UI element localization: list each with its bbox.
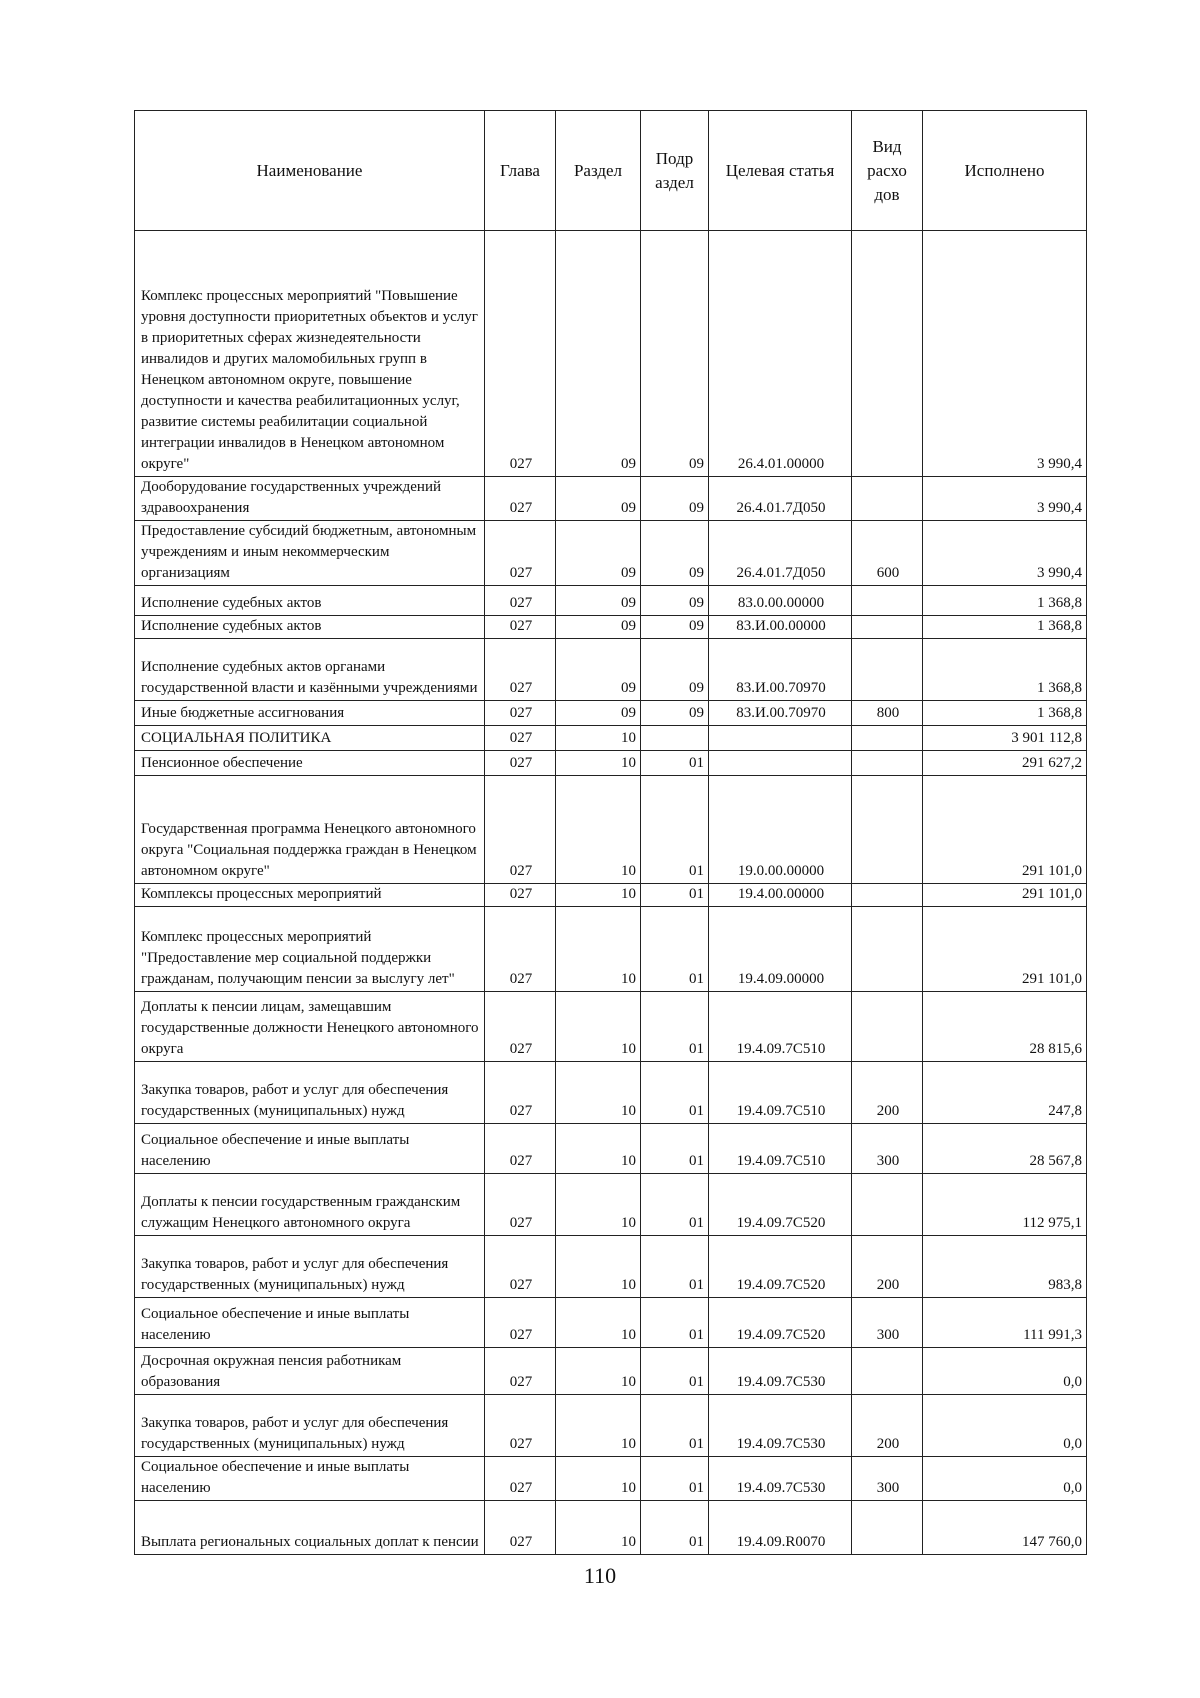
row-glava: 027	[485, 1062, 556, 1124]
row-podrazdel: 01	[641, 776, 709, 884]
row-podrazdel: 09	[641, 231, 709, 477]
row-statya: 19.4.09.7С520	[709, 1174, 852, 1236]
row-statya: 26.4.01.7Д050	[709, 521, 852, 586]
row-statya: 19.4.09.7С520	[709, 1236, 852, 1298]
row-razdel: 10	[556, 726, 641, 751]
row-amount: 3 901 112,8	[923, 726, 1087, 751]
row-vid	[852, 1501, 923, 1555]
row-vid: 200	[852, 1062, 923, 1124]
table-row	[135, 1298, 1087, 1348]
row-glava: 027	[485, 751, 556, 776]
row-razdel: 10	[556, 1236, 641, 1298]
row-glava: 027	[485, 231, 556, 477]
row-razdel: 09	[556, 521, 641, 586]
row-statya: 83.И.00.70970	[709, 639, 852, 701]
row-vid	[852, 884, 923, 907]
row-name: Пенсионное обеспечение	[135, 751, 485, 776]
page-number: 110	[583, 1563, 617, 1588]
header-razdel: Раздел	[556, 111, 641, 231]
row-glava: 027	[485, 1457, 556, 1501]
row-vid	[852, 776, 923, 884]
row-statya: 26.4.01.7Д050	[709, 477, 852, 521]
table-row	[135, 1501, 1087, 1555]
row-vid: 300	[852, 1124, 923, 1174]
row-name: Доплаты к пенсии государственным гражданским служащим Ненецкого автономного округа	[135, 1174, 485, 1236]
row-glava: 027	[485, 477, 556, 521]
row-amount: 0,0	[923, 1348, 1087, 1395]
row-razdel: 10	[556, 1457, 641, 1501]
table-row	[135, 1062, 1087, 1124]
table-row	[135, 1124, 1087, 1174]
table-row	[135, 701, 1087, 726]
row-podrazdel: 09	[641, 586, 709, 616]
row-razdel: 09	[556, 586, 641, 616]
header-podrazdel: Подр аздел	[641, 111, 709, 231]
header-amount: Исполнено	[923, 111, 1087, 231]
row-amount: 291 101,0	[923, 884, 1087, 907]
row-glava: 027	[485, 884, 556, 907]
row-podrazdel: 09	[641, 616, 709, 639]
row-statya: 19.0.00.00000	[709, 776, 852, 884]
row-statya: 19.4.09.7С530	[709, 1457, 852, 1501]
row-glava: 027	[485, 701, 556, 726]
row-statya: 19.4.09.7С530	[709, 1348, 852, 1395]
row-vid	[852, 586, 923, 616]
row-razdel: 10	[556, 992, 641, 1062]
budget-table	[134, 110, 1087, 1555]
row-amount: 0,0	[923, 1457, 1087, 1501]
row-amount: 3 990,4	[923, 477, 1087, 521]
row-statya: 83.И.00.00000	[709, 616, 852, 639]
row-statya: 19.4.09.R0070	[709, 1501, 852, 1555]
row-razdel: 10	[556, 751, 641, 776]
row-name: Доплаты к пенсии лицам, замещавшим государственные должности Ненецкого автономного округа	[135, 992, 485, 1062]
row-name: Предоставление субсидий бюджетным, автономным учреждениям и иным некоммерческим организациям	[135, 521, 485, 586]
row-name: Закупка товаров, работ и услуг для обеспечения государственных (муниципальных) нужд	[135, 1236, 485, 1298]
row-vid: 300	[852, 1457, 923, 1501]
row-podrazdel: 01	[641, 1457, 709, 1501]
row-statya: 19.4.09.00000	[709, 907, 852, 992]
row-glava: 027	[485, 1348, 556, 1395]
row-podrazdel: 01	[641, 992, 709, 1062]
row-name: СОЦИАЛЬНАЯ ПОЛИТИКА	[135, 726, 485, 751]
row-amount: 3 990,4	[923, 231, 1087, 477]
table-row	[135, 751, 1087, 776]
row-amount: 111 991,3	[923, 1298, 1087, 1348]
row-vid	[852, 726, 923, 751]
row-glava: 027	[485, 521, 556, 586]
row-vid	[852, 1174, 923, 1236]
row-name: Комплекс процессных мероприятий "Повышение уровня доступности приоритетных объектов и услуг в приоритетных сферах жизнедеятельности инвалидов и других маломобильных групп в Ненецком автономном округе, повышение доступности и качества реабилитационных услуг, развитие системы реабилитации социальной интеграции инвалидов в Ненецком автономном округе"	[135, 231, 485, 477]
row-amount: 28 815,6	[923, 992, 1087, 1062]
row-vid: 800	[852, 701, 923, 726]
row-vid	[852, 639, 923, 701]
header-vid: Вид расхо дов	[852, 111, 923, 231]
row-razdel: 09	[556, 477, 641, 521]
row-name: Досрочная окружная пенсия работникам образования	[135, 1348, 485, 1395]
row-statya: 83.0.00.00000	[709, 586, 852, 616]
table-row	[135, 639, 1087, 701]
row-razdel: 10	[556, 1298, 641, 1348]
row-razdel: 10	[556, 1124, 641, 1174]
row-glava: 027	[485, 907, 556, 992]
row-glava: 027	[485, 1236, 556, 1298]
row-razdel: 09	[556, 701, 641, 726]
table-row	[135, 521, 1087, 586]
row-statya	[709, 751, 852, 776]
row-statya: 26.4.01.00000	[709, 231, 852, 477]
row-amount: 0,0	[923, 1395, 1087, 1457]
row-glava: 027	[485, 586, 556, 616]
row-statya: 19.4.00.00000	[709, 884, 852, 907]
row-glava: 027	[485, 1174, 556, 1236]
table-row	[135, 477, 1087, 521]
table-row	[135, 1236, 1087, 1298]
row-vid	[852, 477, 923, 521]
row-amount: 983,8	[923, 1236, 1087, 1298]
row-statya: 19.4.09.7С520	[709, 1298, 852, 1348]
row-podrazdel: 01	[641, 1124, 709, 1174]
table-row	[135, 231, 1087, 477]
table-row	[135, 992, 1087, 1062]
table-row	[135, 1348, 1087, 1395]
row-vid	[852, 616, 923, 639]
row-razdel: 09	[556, 231, 641, 477]
row-podrazdel	[641, 726, 709, 751]
row-amount: 1 368,8	[923, 701, 1087, 726]
row-glava: 027	[485, 1124, 556, 1174]
table-row	[135, 907, 1087, 992]
row-razdel: 09	[556, 616, 641, 639]
row-statya: 83.И.00.70970	[709, 701, 852, 726]
row-vid: 200	[852, 1236, 923, 1298]
row-razdel: 10	[556, 884, 641, 907]
row-podrazdel: 01	[641, 1395, 709, 1457]
row-statya: 19.4.09.7С510	[709, 992, 852, 1062]
row-podrazdel: 01	[641, 907, 709, 992]
row-glava: 027	[485, 616, 556, 639]
row-statya	[709, 726, 852, 751]
row-vid	[852, 907, 923, 992]
row-name: Социальное обеспечение и иные выплаты населению	[135, 1124, 485, 1174]
row-podrazdel: 01	[641, 884, 709, 907]
row-podrazdel: 01	[641, 1348, 709, 1395]
row-name: Закупка товаров, работ и услуг для обеспечения государственных (муниципальных) нужд	[135, 1395, 485, 1457]
row-statya: 19.4.09.7С510	[709, 1124, 852, 1174]
row-amount: 1 368,8	[923, 616, 1087, 639]
row-razdel: 10	[556, 1174, 641, 1236]
row-glava: 027	[485, 1298, 556, 1348]
row-amount: 1 368,8	[923, 586, 1087, 616]
row-vid	[852, 231, 923, 477]
row-razdel: 10	[556, 1395, 641, 1457]
row-vid: 200	[852, 1395, 923, 1457]
row-name: Социальное обеспечение и иные выплаты населению	[135, 1298, 485, 1348]
row-podrazdel: 09	[641, 477, 709, 521]
row-razdel: 10	[556, 907, 641, 992]
header-name: Наименование	[135, 111, 485, 231]
row-podrazdel: 01	[641, 1236, 709, 1298]
row-vid	[852, 992, 923, 1062]
row-amount: 1 368,8	[923, 639, 1087, 701]
row-podrazdel: 01	[641, 1062, 709, 1124]
row-amount: 147 760,0	[923, 1501, 1087, 1555]
header-glava: Глава	[485, 111, 556, 231]
row-podrazdel: 01	[641, 1501, 709, 1555]
row-amount: 28 567,8	[923, 1124, 1087, 1174]
row-vid	[852, 1348, 923, 1395]
row-name: Социальное обеспечение и иные выплаты населению	[135, 1457, 485, 1501]
row-amount: 112 975,1	[923, 1174, 1087, 1236]
row-podrazdel: 01	[641, 1298, 709, 1348]
row-name: Исполнение судебных актов	[135, 586, 485, 616]
row-amount: 291 101,0	[923, 776, 1087, 884]
table-row	[135, 776, 1087, 884]
table-row	[135, 1395, 1087, 1457]
row-amount: 3 990,4	[923, 521, 1087, 586]
row-razdel: 10	[556, 1348, 641, 1395]
header-statya: Целевая статья	[709, 111, 852, 231]
row-name: Закупка товаров, работ и услуг для обеспечения государственных (муниципальных) нужд	[135, 1062, 485, 1124]
table-row	[135, 884, 1087, 907]
row-name: Выплата региональных социальных доплат к пенсии	[135, 1501, 485, 1555]
row-name: Комплекс процессных мероприятий "Предоставление мер социальной поддержки гражданам, получающим пенсии за выслугу лет"	[135, 907, 485, 992]
row-glava: 027	[485, 776, 556, 884]
row-vid: 300	[852, 1298, 923, 1348]
row-amount: 291 101,0	[923, 907, 1087, 992]
row-podrazdel: 09	[641, 639, 709, 701]
row-podrazdel: 01	[641, 1174, 709, 1236]
table-row	[135, 726, 1087, 751]
table-row	[135, 1174, 1087, 1236]
row-podrazdel: 09	[641, 701, 709, 726]
row-razdel: 10	[556, 1501, 641, 1555]
row-glava: 027	[485, 639, 556, 701]
table-header-row	[135, 111, 1087, 231]
row-statya: 19.4.09.7С510	[709, 1062, 852, 1124]
row-razdel: 09	[556, 639, 641, 701]
row-glava: 027	[485, 992, 556, 1062]
table-row	[135, 586, 1087, 616]
row-amount: 247,8	[923, 1062, 1087, 1124]
row-glava: 027	[485, 1395, 556, 1457]
row-podrazdel: 09	[641, 521, 709, 586]
row-statya: 19.4.09.7С530	[709, 1395, 852, 1457]
row-name: Дооборудование государственных учреждений здравоохранения	[135, 477, 485, 521]
row-razdel: 10	[556, 1062, 641, 1124]
row-name: Комплексы процессных мероприятий	[135, 884, 485, 907]
row-name: Иные бюджетные ассигнования	[135, 701, 485, 726]
row-vid	[852, 751, 923, 776]
row-name: Государственная программа Ненецкого автономного округа "Социальная поддержка граждан в Ненецком автономном округе"	[135, 776, 485, 884]
row-amount: 291 627,2	[923, 751, 1087, 776]
row-razdel: 10	[556, 776, 641, 884]
row-podrazdel: 01	[641, 751, 709, 776]
row-name: Исполнение судебных актов	[135, 616, 485, 639]
row-glava: 027	[485, 1501, 556, 1555]
row-vid: 600	[852, 521, 923, 586]
table-row	[135, 616, 1087, 639]
table-row	[135, 1457, 1087, 1501]
row-glava: 027	[485, 726, 556, 751]
row-name: Исполнение судебных актов органами государственной власти и казёнными учреждениями	[135, 639, 485, 701]
